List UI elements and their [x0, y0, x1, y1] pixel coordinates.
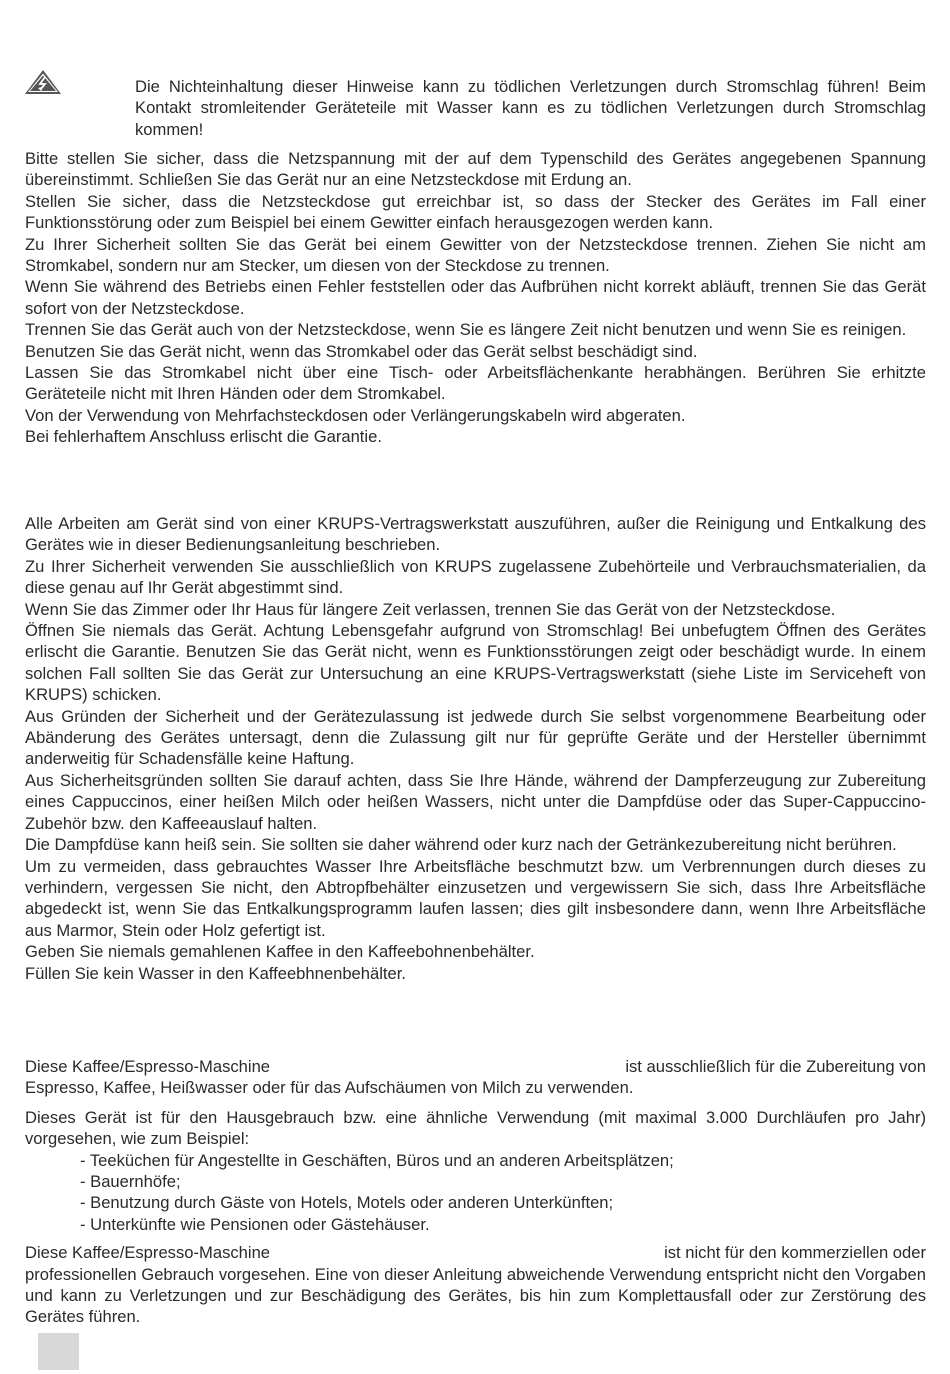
- paragraph: Bitte stellen Sie sicher, dass die Netzspannung mit der auf dem Typenschild des Gerätes angegebenen Spannung übereinstimmt. Schließen Sie das Gerät nur an eine Netzsteckdose mit Erdung an.: [25, 149, 926, 190]
- list-item: - Bauernhöfe;: [80, 1172, 181, 1192]
- section-intended-use: [25, 1056, 926, 1328]
- paragraph: Die Dampfdüse kann heiß sein. Sie sollten sie daher während oder kurz nach der Getränkezubereitung nicht berühren.: [25, 835, 897, 855]
- commercial-use-line: [25, 1242, 926, 1263]
- paragraph: Zu Ihrer Sicherheit verwenden Sie ausschließlich von KRUPS zugelassene Zubehörteile und Verbrauchsmaterialien, da diese genau auf Ihr Gerät abgestimmt sind.: [25, 556, 926, 598]
- paragraph: Aus Gründen der Sicherheit und der Gerätezulassung ist jedwede durch Sie selbst vorgenommene Bearbeitung oder Abänderung des Gerätes untersagt, denn die Zulassung gilt nur für geprüfte Geräte und der Hersteller übernimmt anderweitig für Schadensfälle keine Haftung.: [25, 706, 926, 769]
- warning-text: Die Nichteinhaltung dieser Hinweise kann zu tödlichen Verletzungen durch Stromschlag führen! Beim Kontakt stromleitender Geräteteile mit Wasser kann es zu tödlichen Verletzungen durch Stromschlag kommen!: [135, 77, 926, 139]
- section-electrical-safety: [25, 148, 926, 448]
- paragraph: Zu Ihrer Sicherheit sollten Sie das Gerät bei einem Gewitter von der Netzsteckdose trennen. Ziehen Sie nicht am Stromkabel, sondern nur am Stecker, um diesen von der Steckdose zu trennen.: [25, 234, 926, 276]
- paragraph: Trennen Sie das Gerät auch von der Netzsteckdose, wenn Sie es längere Zeit nicht benutzen und wenn Sie es reinigen.: [25, 320, 907, 340]
- high-voltage-warning-icon: [24, 69, 62, 95]
- commercial-use-right: ist nicht für den kommerziellen oder: [664, 1243, 926, 1263]
- list-item: - Benutzung durch Gäste von Hotels, Motels oder anderen Unterkünften;: [80, 1193, 614, 1213]
- paragraph: Lassen Sie das Stromkabel nicht über eine Tisch- oder Arbeitsflächenkante herabhängen. Berühren Sie erhitzte Geräteteile nicht mit Ihren Händen oder dem Stromkabel.: [25, 363, 926, 404]
- commercial-use-continuation: professionellen Gebrauch vorgesehen. Eine von dieser Anleitung abweichende Verwendung entspricht nicht den Vorgaben und kann zu Verletzungen und zur Beschädigung des Gerätes, bis hin zum Komplettausfall oder zur Zerstörung des Gerätes führen.: [25, 1264, 926, 1327]
- paragraph: Wenn Sie das Zimmer oder Ihr Haus für längere Zeit verlassen, trennen Sie das Gerät von der Netzsteckdose.: [25, 599, 836, 619]
- paragraph: Von der Verwendung von Mehrfachsteckdosen oder Verlängerungskabeln wird abgeraten.: [25, 405, 686, 425]
- paragraph: Bei fehlerhaftem Anschluss erlischt die Garantie.: [25, 427, 382, 447]
- intended-use-line: [25, 1056, 926, 1077]
- intended-use-continuation: Espresso, Kaffee, Heißwasser oder für das Aufschäumen von Milch zu verwenden.: [25, 1078, 634, 1098]
- household-use-paragraph: Dieses Gerät ist für den Hausgebrauch bzw. eine ähnliche Verwendung (mit maximal 3.000 Durchläufen pro Jahr) vorgesehen, wie zum Beispiel:: [25, 1107, 926, 1149]
- paragraph: Stellen Sie sicher, dass die Netzsteckdose gut erreichbar ist, so dass der Stecker des Gerätes im Fall einer Funktionsstörung oder zum Beispiel bei einem Gewitter einfach herausgezogen werden kann.: [25, 191, 926, 233]
- paragraph: Aus Sicherheitsgründen sollten Sie darauf achten, dass Sie Ihre Hände, während der Dampferzeugung zur Zubereitung eines Cappuccinos, einer heißen Milch oder heißen Wassers, nicht unter die Dampfdüse oder das Super-Cappuccino-Zubehör bzw. den Kaffeeauslauf halten.: [25, 770, 926, 833]
- paragraph: Geben Sie niemals gemahlenen Kaffee in den Kaffeebohnenbehälter.: [25, 942, 535, 962]
- page-number-box: [38, 1333, 79, 1370]
- paragraph: Füllen Sie kein Wasser in den Kaffeebhnenbehälter.: [25, 963, 406, 983]
- paragraph: Alle Arbeiten am Gerät sind von einer KRUPS-Vertragswerkstatt auszuführen, außer die Reinigung und Entkalkung des Gerätes wie in dieser Bedienungsanleitung beschrieben.: [25, 514, 926, 555]
- paragraph: Benutzen Sie das Gerät nicht, wenn das Stromkabel oder das Gerät selbst beschädigt sind.: [25, 341, 698, 361]
- intended-use-left: Diese Kaffee/Espresso-Maschine: [25, 1057, 271, 1076]
- intended-use-right: ist ausschließlich für die Zubereitung von: [625, 1057, 926, 1076]
- list-item: - Teeküchen für Angestellte in Geschäften, Büros und an anderen Arbeitsplätzen;: [80, 1150, 674, 1170]
- paragraph: Wenn Sie während des Betriebs einen Fehler feststellen oder das Aufbrühen nicht korrekt abläuft, trennen Sie das Gerät sofort von der Netzsteckdose.: [25, 277, 926, 318]
- paragraph: Um zu vermeiden, dass gebrauchtes Wasser Ihre Arbeitsfläche beschmutzt bzw. um Verbrennungen durch dieses zu verhindern, vergessen Sie nicht, den Abtropfbehälter einzusetzen und vergewissern Sie sich, dass Ihre Arbeitsfläche abgedeckt ist, wenn Sie das Entkalkungsprogramm laufen lassen; dies gilt insbesondere dann, wenn Ihre Arbeitsfläche aus Marmor, Stein oder Holz gefertigt ist.: [25, 856, 926, 940]
- paragraph: Öffnen Sie niemals das Gerät. Achtung Lebensgefahr aufgrund von Stromschlag! Bei unbefugtem Öffnen des Gerätes erlischt die Garantie. Benutzen Sie das Gerät nicht, wenn es Funktionsstörungen zeigt oder beschädigt wurde. In einem solchen Fall sollten Sie das Gerät zur Untersuchung an eine KRUPS-Vertragswerkstatt (siehe Liste im Serviceheft von KRUPS) schicken.: [25, 621, 926, 705]
- section-general-safety: [25, 513, 926, 984]
- commercial-use-left: Diese Kaffee/Espresso-Maschine: [25, 1243, 271, 1263]
- list-item: - Unterkünfte wie Pensionen oder Gästehäuser.: [80, 1214, 430, 1234]
